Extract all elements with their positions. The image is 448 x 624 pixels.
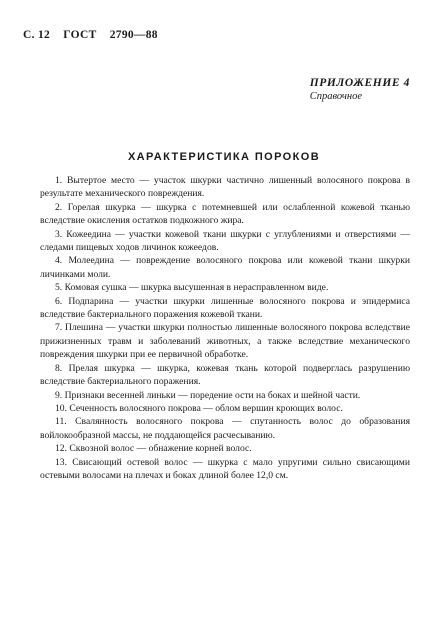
list-item: 12. Сквозной волос — обнажение корней волос. [55, 443, 252, 455]
list-item: 13. Свисающий остевой волос — шкурка с мало упругими сильно свисающими остевыми волосами на плечах и боках длиной более 12,0 см. [40, 456, 410, 481]
list-item: 10. Сеченность волосяного покрова — облом вершин кроющих волос. [55, 402, 343, 414]
page-header [23, 29, 168, 41]
list-item: 2. Горелая шкурка — шкурка с потемневшей или ослабленной кожевой тканью вследствие окисления остатков подкожного жира. [40, 201, 410, 227]
list-item: 7. Плешина — участки шкурки полностью лишенные волосяного покрова вследствие прижизненных травм и заболеваний животных, а также вследствие механического повреждения шкурки при ее первичной обработке. [40, 322, 410, 361]
page-number: С. 12 [23, 29, 51, 41]
appendix-block [310, 77, 410, 102]
standard-number: 2790—88 [109, 29, 158, 41]
list-item: 4. Молеедина — повреждение волосяного покрова или кожевой ткани шкурки личинками моли. [40, 255, 410, 280]
appendix-title: ПРИЛОЖЕНИЕ 4 [309, 77, 410, 89]
list-item: 1. Вытертое место — участок шкурки частично лишенный волосяного покрова в результате механического повреждения. [40, 175, 410, 200]
list-item: 8. Прелая шкурка — шкурка, кожевая ткань которой подверглась разрушению вследствие бактериального поражения. [40, 362, 410, 388]
list-item: 11. Свалянность волосяного покрова — спутанность волос до образования войлокообразной массы, не поддающейся расчесыванию. [40, 416, 410, 441]
appendix-subtitle: Справочное [309, 91, 362, 102]
document-title: ХАРАКТЕРИСТИКА ПОРОКОВ [127, 151, 321, 163]
standard-label: ГОСТ [63, 29, 97, 41]
list-item: 5. Комовая сушка — шкурка высушенная в нерасправленном виде. [55, 282, 329, 294]
list-item: 6. Подпарина — участки шкурки лишенные волосяного покрова и эпидермиса вследствие бактериального поражения кожевой ткани. [40, 295, 410, 321]
list-item: 9. Признаки весенней линьки — поредение ости на боках и шейной части. [55, 389, 361, 401]
list-item: 3. Кожеедина — участки кожевой ткани шкурки с углублениями и отверстиями — следами пищевых ходов личинок кожеедов. [40, 228, 410, 254]
defects-list [40, 174, 410, 482]
